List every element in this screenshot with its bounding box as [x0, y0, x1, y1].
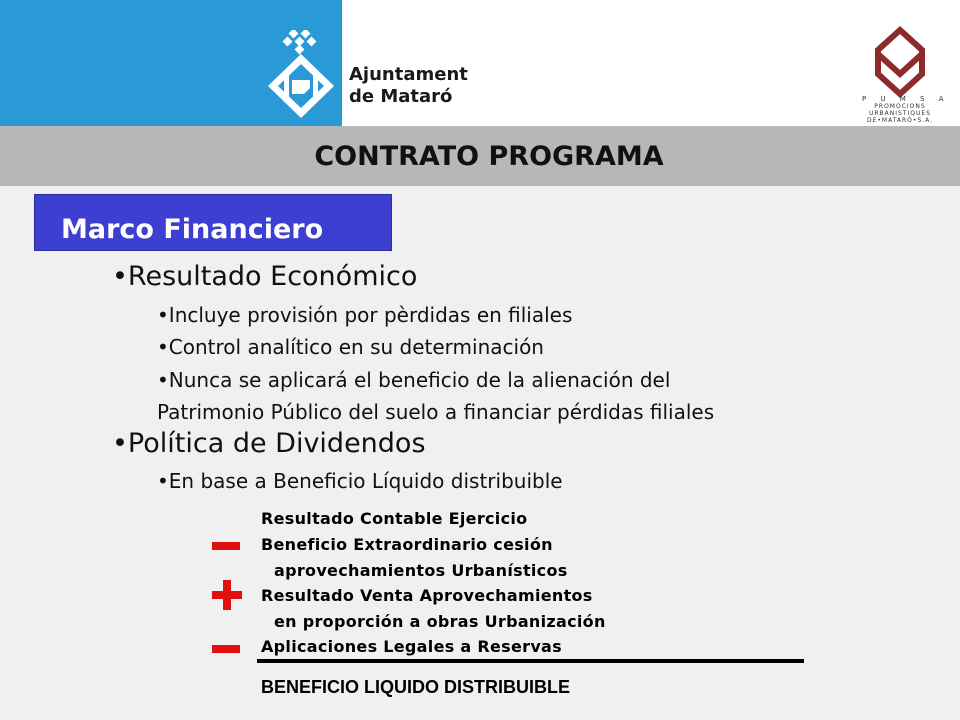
calc-line-resultado-venta: Resultado Venta Aprovechamientos: [261, 586, 593, 605]
ajuntament-mataro-logo: [264, 30, 338, 118]
pumsa-letters: P U M S A: [862, 95, 950, 103]
sub-bullet: •Control analítico en su determinación: [157, 335, 544, 359]
sub-bullet: •Incluye provisión por pèrdidas en filiales: [157, 303, 573, 327]
bullet-politica-dividendos: •Política de Dividendos: [112, 428, 426, 459]
minus-icon: [212, 542, 240, 550]
org-line-2: de Mataró: [349, 86, 453, 107]
header: [0, 0, 960, 126]
title-bar: [0, 126, 960, 186]
pumsa-line-2: URBANISTIQUES: [869, 110, 931, 117]
pumsa-line-1: PROMOCIONS: [874, 103, 926, 110]
sub-bullet: •En base a Beneficio Líquido distribuible: [157, 469, 563, 493]
calc-total: BENEFICIO LIQUIDO DISTRIBUIBLE: [261, 677, 571, 697]
sub-bullet: •Nunca se aplicará el beneficio de la alienación del: [157, 368, 671, 392]
section-header: [34, 194, 392, 251]
org-line-1: Ajuntament: [349, 64, 468, 85]
plus-icon: [212, 580, 242, 610]
sub-bullet-continuation: Patrimonio Público del suelo a financiar pérdidas filiales: [157, 400, 715, 424]
calc-line-resultado-contable: Resultado Contable Ejercicio: [261, 509, 528, 528]
pumsa-wordmark: [862, 95, 950, 124]
organization-name: [349, 64, 468, 108]
calc-line-beneficio-extraordinario: Beneficio Extraordinario cesión: [261, 535, 553, 554]
bullet-resultado-economico: •Resultado Económico: [112, 261, 418, 292]
page-title: CONTRATO PROGRAMA: [314, 140, 664, 172]
calc-line-aplicaciones-legales: Aplicaciones Legales a Reservas: [261, 637, 562, 656]
section-title: Marco Financiero: [61, 214, 324, 245]
pumsa-line-3: DE•MATARÓ•S.A.: [866, 117, 934, 124]
total-rule: [257, 659, 804, 663]
calc-line-continuation: aprovechamientos Urbanísticos: [274, 561, 568, 580]
minus-icon: [212, 645, 240, 653]
calc-line-continuation: en proporción a obras Urbanización: [274, 612, 606, 631]
